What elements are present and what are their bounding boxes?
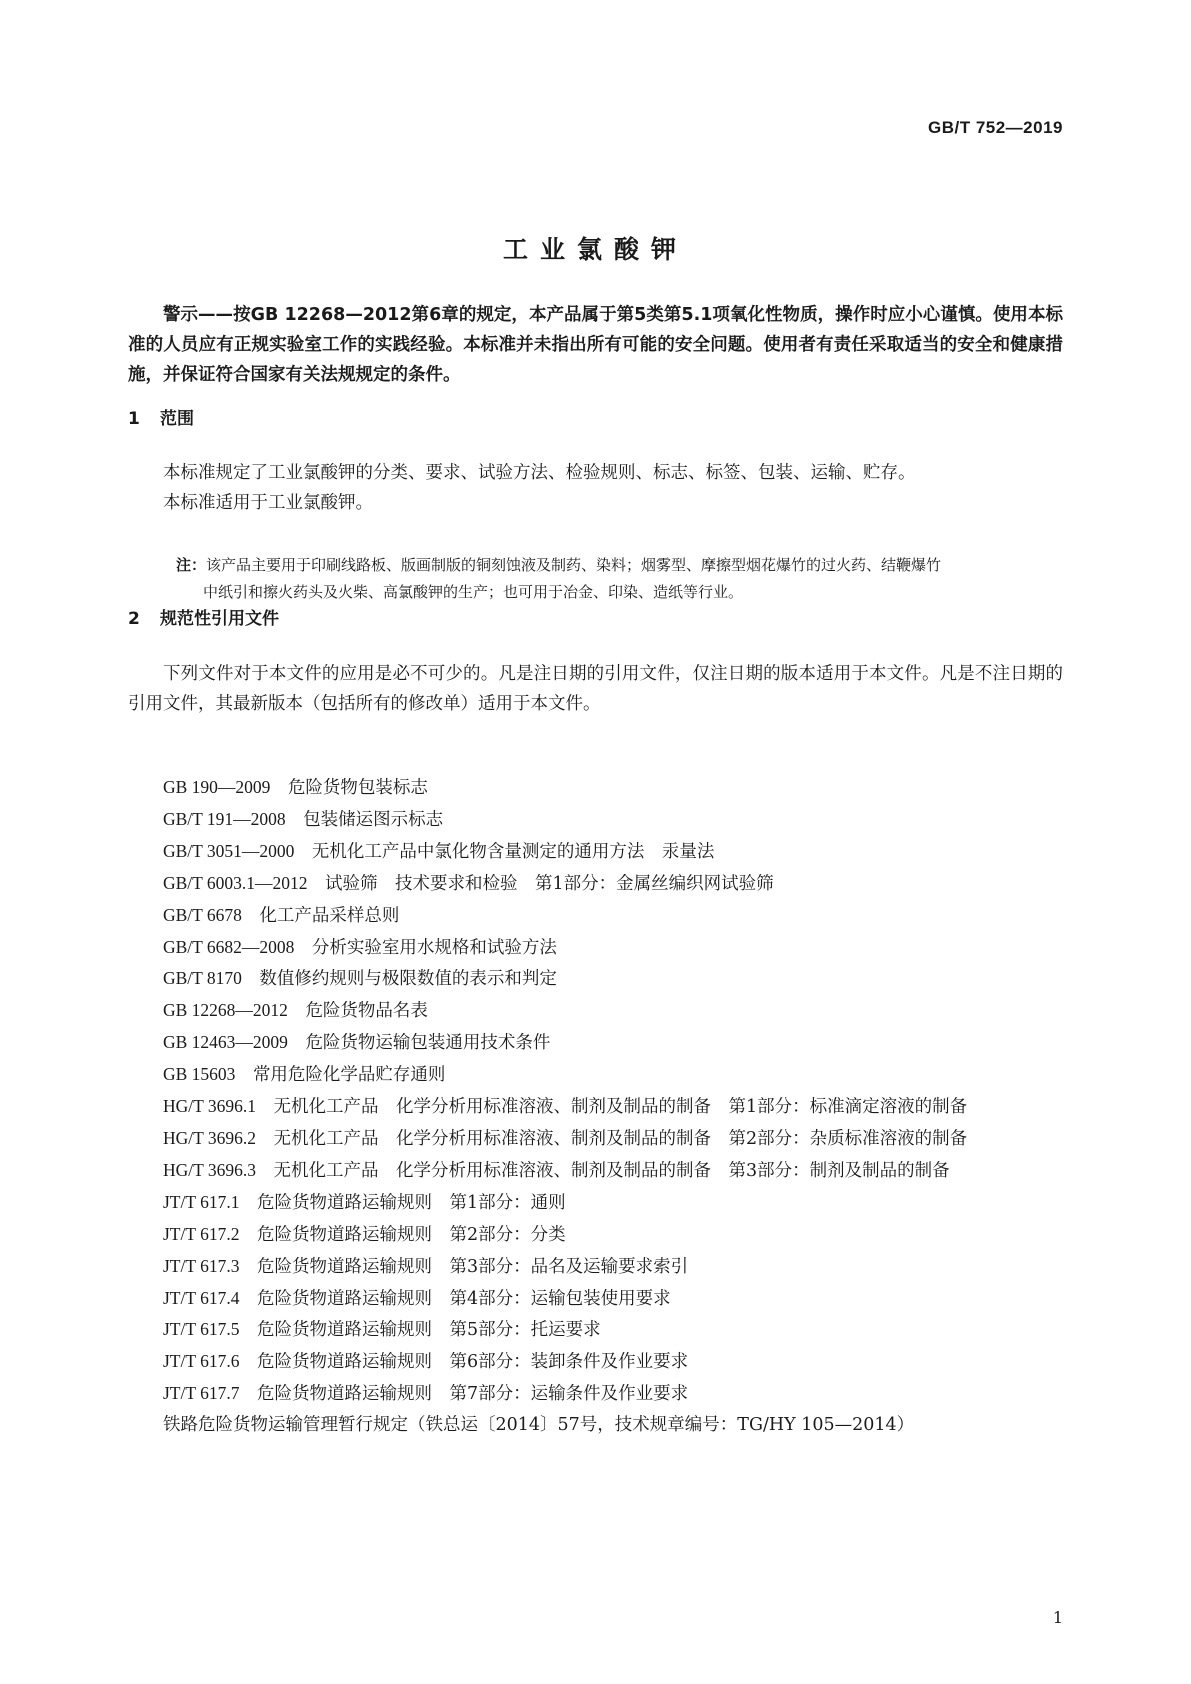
reference-item xyxy=(128,932,1063,964)
standard-code: GB/T 752—2019 xyxy=(927,118,1063,137)
reference-code: GB/T 3051—2000 xyxy=(163,840,295,861)
reference-code: HG/T 3696.3 xyxy=(163,1159,257,1180)
reference-title: 无机化工产品中氯化物含量测定的通用方法 汞量法 xyxy=(311,841,715,862)
reference-title: 分析实验室用水规格和试验方法 xyxy=(311,937,557,958)
page-number: 1 xyxy=(1052,1608,1063,1627)
reference-item xyxy=(128,1059,1063,1091)
reference-code: GB 12268—2012 xyxy=(163,1000,288,1021)
reference-title: 危险货物品名表 xyxy=(305,1001,428,1022)
reference-item xyxy=(128,772,1063,804)
reference-item-railway xyxy=(128,1410,1063,1441)
reference-title: 试验筛 技术要求和检验 第1部分：金属丝编织网试验筛 xyxy=(325,873,774,894)
scope-note xyxy=(176,552,1064,606)
reference-code: GB/T 6678 xyxy=(163,904,242,925)
reference-item xyxy=(128,836,1063,868)
reference-item xyxy=(128,1283,1063,1315)
reference-title: 危险货物道路运输规则 第7部分：运输条件及作业要求 xyxy=(257,1384,689,1405)
reference-title: 危险货物道路运输规则 第4部分：运输包装使用要求 xyxy=(257,1288,671,1309)
reference-code: GB/T 8170 xyxy=(163,968,242,989)
reference-title: 无机化工产品 化学分析用标准溶液、制剂及制品的制备 第2部分：杂质标准溶液的制备 xyxy=(273,1128,968,1149)
note-line-1: 该产品主要用于印刷线路板、版画制版的铜刻蚀液及制药、染料；烟雾型、摩擦型烟花爆竹的过火药、结鞭爆竹 xyxy=(206,556,942,574)
reference-title: 无机化工产品 化学分析用标准溶液、制剂及制品的制备 第1部分：标准滴定溶液的制备 xyxy=(273,1097,968,1118)
reference-code: GB 12463—2009 xyxy=(163,1032,288,1053)
reference-item xyxy=(128,1091,1063,1123)
note-line-2: 中纸引和擦火药头及火柴、高氯酸钾的生产；也可用于冶金、印染、造纸等行业。 xyxy=(203,583,744,601)
reference-item xyxy=(128,1123,1063,1155)
reference-item xyxy=(128,1219,1063,1251)
reference-title: 危险货物道路运输规则 第1部分：通则 xyxy=(257,1192,566,1213)
section-1-heading xyxy=(128,404,194,429)
reference-item xyxy=(128,1155,1063,1187)
section-1-number: 1 xyxy=(128,409,140,429)
references-intro: 下列文件对于本文件的应用是必不可少的。凡是注日期的引用文件，仅注日期的版本适用于本文件。凡是不注日期的引用文件，其最新版本（包括所有的修改单）适用于本文件。 xyxy=(128,664,1063,714)
reference-item xyxy=(128,963,1063,995)
reference-code: JT/T 617.7 xyxy=(163,1383,240,1404)
reference-code: JT/T 617.1 xyxy=(163,1191,240,1212)
reference-item xyxy=(128,1251,1063,1283)
reference-code: GB/T 6682—2008 xyxy=(163,936,295,957)
scope-paragraph-2: 本标准适用于工业氯酸钾。 xyxy=(163,493,373,513)
reference-code: HG/T 3696.2 xyxy=(163,1127,257,1148)
reference-title: 危险货物道路运输规则 第3部分：品名及运输要求索引 xyxy=(257,1256,689,1277)
reference-item xyxy=(128,900,1063,932)
reference-code: JT/T 617.5 xyxy=(163,1319,240,1340)
reference-code: JT/T 617.4 xyxy=(163,1287,240,1308)
note-label: 注： xyxy=(176,556,207,574)
scope-paragraph-1: 本标准规定了工业氯酸钾的分类、要求、试验方法、检验规则、标志、标签、包装、运输、贮存。 xyxy=(163,463,916,483)
reference-item xyxy=(128,868,1063,900)
reference-title: 危险货物道路运输规则 第5部分：托运要求 xyxy=(257,1320,601,1341)
reference-code: HG/T 3696.1 xyxy=(163,1096,257,1117)
reference-title: 常用危险化学品贮存通则 xyxy=(252,1065,446,1086)
reference-list xyxy=(128,772,1063,1441)
reference-title: 数值修约规则与极限数值的表示和判定 xyxy=(259,969,557,990)
reference-item xyxy=(128,1314,1063,1346)
reference-code: GB/T 6003.1—2012 xyxy=(163,872,308,893)
reference-code: GB 190—2009 xyxy=(163,777,271,797)
section-2-number: 2 xyxy=(128,609,140,629)
reference-code: JT/T 617.2 xyxy=(163,1223,240,1244)
reference-item xyxy=(128,1187,1063,1219)
reference-item xyxy=(128,804,1063,836)
reference-item xyxy=(128,1378,1063,1410)
document-title: 工业氯酸钾 xyxy=(502,235,688,264)
reference-title: 危险货物包装标志 xyxy=(287,778,428,798)
section-2-title: 规范性引用文件 xyxy=(160,609,279,629)
reference-title: 无机化工产品 化学分析用标准溶液、制剂及制品的制备 第3部分：制剂及制品的制备 xyxy=(273,1160,950,1181)
safety-warning: 警示——按GB 12268—2012第6章的规定，本产品属于第5类第5.1项氧化性物质，操作时应小心谨慎。使用本标准的人员应有正规实验室工作的实践经验。本标准并未指出所有可能的安全问题。使用者有责任采取适当的安全和健康措施，并保证符合国家有关法规规定的条件。 xyxy=(128,305,1063,385)
reference-title: 危险货物道路运输规则 第6部分：装卸条件及作业要求 xyxy=(257,1352,689,1373)
reference-item xyxy=(128,1027,1063,1059)
section-2-heading xyxy=(128,604,279,629)
reference-code: JT/T 617.6 xyxy=(163,1351,240,1372)
reference-title: 危险货物运输包装通用技术条件 xyxy=(305,1033,551,1054)
reference-title: 危险货物道路运输规则 第2部分：分类 xyxy=(257,1224,566,1245)
reference-code: GB 15603 xyxy=(163,1064,236,1085)
reference-title: 化工产品采样总则 xyxy=(259,905,400,926)
reference-item xyxy=(128,1346,1063,1378)
reference-title: 包装储运图示标志 xyxy=(303,809,444,830)
reference-title: 铁路危险货物运输管理暂行规定（铁总运〔2014〕57号，技术规章编号：TG/HY 105—2014） xyxy=(163,1415,915,1436)
reference-code: GB/T 191—2008 xyxy=(163,808,286,829)
reference-item xyxy=(128,995,1063,1027)
reference-code: JT/T 617.3 xyxy=(163,1255,240,1276)
section-1-title: 范围 xyxy=(160,409,194,429)
